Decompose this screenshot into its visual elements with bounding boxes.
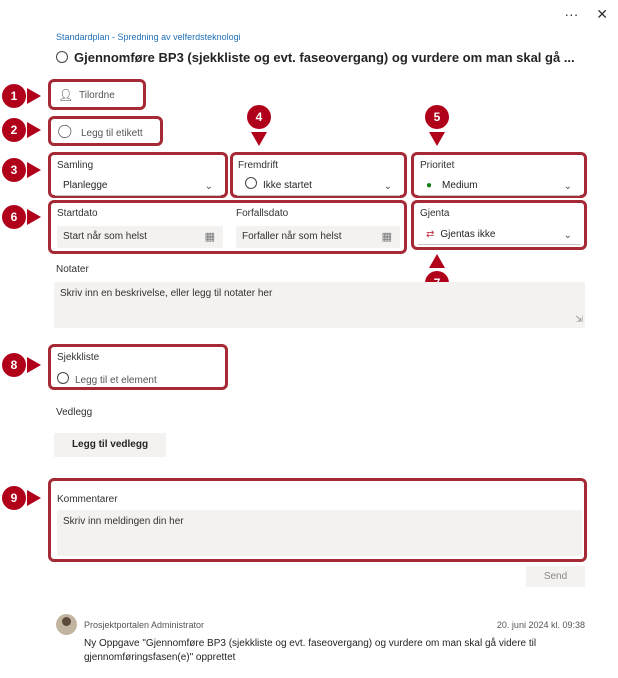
plan-breadcrumb[interactable]: Standardplan - Spredning av velferdsteknologi [56, 32, 241, 42]
bucket-value: Planlegge [63, 180, 108, 191]
comment-author: Prosjektportalen Administrator [84, 620, 205, 630]
priority-value: Medium [442, 180, 478, 191]
start-date-placeholder: Start når som helst [63, 231, 147, 242]
checklist-section [48, 344, 228, 390]
assign-button[interactable] [48, 79, 146, 110]
assign-user-icon: 👤︎ [58, 88, 74, 102]
start-date-label: Startdato [57, 208, 98, 219]
add-attachment-button[interactable]: Legg til vedlegg [54, 433, 166, 457]
repeat-icon: ⇄ [426, 229, 435, 240]
avatar [56, 614, 77, 635]
send-button[interactable]: Send [526, 566, 585, 587]
annotation-arrow-3 [27, 162, 41, 178]
annotation-arrow-6 [27, 209, 41, 225]
comment-text: Ny Oppgave "Gjennomføre BP3 (sjekkliste og evt. faseovergang) og vurdere om man skal gå videre til gjennomføringsfasen(e)" opprettet [84, 638, 537, 663]
chevron-down-icon: ⌄ [204, 181, 213, 192]
annotation-badge-1: 1 [2, 84, 26, 108]
due-date-input[interactable] [236, 226, 400, 248]
more-options-icon[interactable]: ··· [564, 6, 579, 22]
comments-section [48, 478, 587, 562]
notes-placeholder: Skriv inn en beskrivelse, eller legg til notater her [60, 288, 273, 299]
calendar-icon: ▦ [204, 231, 215, 243]
task-title-row [56, 50, 596, 65]
annotation-arrow-2 [27, 122, 41, 138]
priority-label: Prioritet [420, 160, 455, 171]
progress-label: Fremdrift [238, 160, 278, 171]
assign-label: Tilordne [79, 90, 115, 101]
complete-task-icon[interactable] [56, 51, 68, 63]
due-date-placeholder: Forfaller når som helst [242, 231, 342, 242]
annotation-badge-9: 9 [2, 486, 26, 510]
annotation-arrow-1 [27, 88, 41, 104]
tag-icon: ◯ [53, 120, 75, 142]
bucket-label: Samling [57, 160, 94, 171]
due-date-label: Forfallsdato [236, 208, 289, 219]
checklist-label: Sjekkliste [57, 352, 100, 363]
annotation-badge-2: 2 [2, 118, 26, 142]
bucket-field [48, 152, 228, 198]
priority-select[interactable] [418, 176, 580, 196]
comments-label: Kommentarer [57, 494, 118, 505]
repeat-select[interactable] [418, 225, 580, 245]
comment-placeholder: Skriv inn meldingen din her [63, 516, 184, 527]
add-checklist-label: Legg til et element [75, 375, 157, 386]
not-started-icon [245, 177, 257, 189]
annotation-arrow-8 [27, 357, 41, 373]
chevron-down-icon: ⌄ [383, 181, 392, 192]
annotation-badge-8: 8 [2, 353, 26, 377]
calendar-icon: ▦ [381, 231, 392, 243]
annotation-badge-6: 6 [2, 205, 26, 229]
chevron-down-icon: ⌄ [563, 181, 572, 192]
annotation-arrow-4 [251, 132, 267, 146]
annotation-badge-5: 5 [425, 105, 449, 129]
chevron-down-icon: ⌄ [563, 230, 572, 241]
annotation-badge-3: 3 [2, 158, 26, 182]
task-title[interactable]: Gjennomføre BP3 (sjekkliste og evt. faseovergang) og vurdere om man skal gå ... [74, 50, 575, 65]
dates-group [48, 200, 407, 254]
add-tag-button[interactable] [48, 116, 163, 146]
progress-field [230, 152, 407, 198]
header-actions [550, 6, 608, 23]
priority-dot-icon: ● [426, 180, 433, 191]
resize-handle-icon[interactable]: ⇲ [575, 314, 583, 324]
progress-select[interactable] [237, 176, 400, 196]
add-checklist-item[interactable] [57, 372, 157, 386]
annotation-badge-4: 4 [247, 105, 271, 129]
progress-value: Ikke startet [263, 180, 312, 191]
attachments-label: Vedlegg [56, 407, 93, 418]
checklist-circle-icon [57, 372, 69, 384]
tag-label: Legg til etikett [81, 128, 143, 139]
repeat-label: Gjenta [420, 208, 450, 219]
avatar-head [62, 617, 71, 626]
notes-textarea[interactable] [54, 282, 585, 328]
notes-label: Notater [56, 264, 89, 275]
annotation-arrow-5 [429, 132, 445, 146]
start-date-input[interactable] [57, 226, 223, 248]
priority-field [411, 152, 587, 198]
close-icon[interactable]: ✕ [596, 6, 608, 22]
annotation-arrow-9 [27, 490, 41, 506]
annotation-arrow-7 [429, 254, 445, 268]
comment-date: 20. juni 2024 kl. 09:38 [496, 620, 585, 630]
repeat-value: Gjentas ikke [440, 229, 496, 240]
comment-input[interactable] [57, 510, 582, 556]
bucket-select[interactable] [55, 176, 221, 196]
repeat-field [411, 200, 587, 250]
